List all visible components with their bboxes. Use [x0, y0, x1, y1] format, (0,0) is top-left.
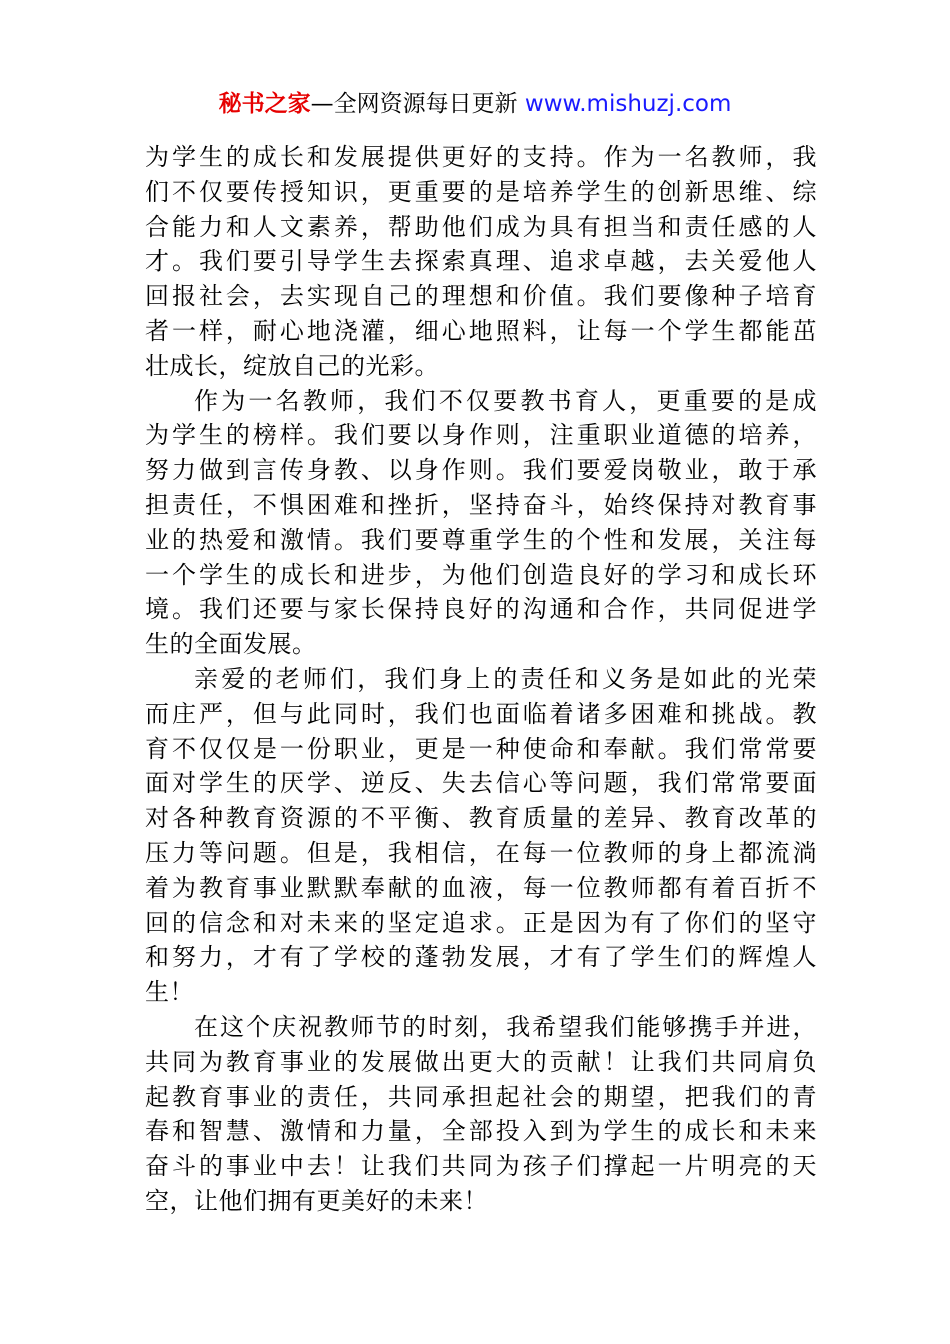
text-line: 奋斗的事业中去！让我们共同为孩子们撑起一片明亮的天: [145, 1152, 817, 1181]
document-body: [145, 140, 817, 1219]
text-line: 们不仅要传授知识，更重要的是培养学生的创新思维、综: [145, 177, 817, 206]
text-line: 空，让他们拥有更美好的未来！: [145, 1186, 488, 1215]
text-line: 担责任，不惧困难和挫折，坚持奋斗，始终保持对教育事: [145, 490, 817, 519]
text-line: 合能力和人文素养，帮助他们成为具有担当和责任感的人: [145, 212, 817, 241]
text-line: 生的全面发展。: [145, 630, 317, 659]
text-line: 和努力，才有了学校的蓬勃发展，才有了学生们的辉煌人: [145, 943, 817, 972]
text-line: 壮成长，绽放自己的光彩。: [145, 351, 439, 380]
text-line: 春和智慧、激情和力量，全部投入到为学生的成长和未来: [145, 1117, 817, 1146]
text-line: 压力等问题。但是，我相信，在每一位教师的身上都流淌: [145, 838, 817, 867]
text-line: 作为一名教师，我们不仅要教书育人，更重要的是成: [194, 386, 817, 415]
text-line: 努力做到言传身教、以身作则。我们要爱岗敬业，敢于承: [145, 456, 817, 485]
text-line: 面对学生的厌学、逆反、失去信心等问题，我们常常要面: [145, 769, 817, 798]
text-line: 着为教育事业默默奉献的血液，每一位教师都有着百折不: [145, 873, 817, 902]
text-line: 共同为教育事业的发展做出更大的贡献！让我们共同肩负: [145, 1047, 817, 1076]
text-line: 而庄严，但与此同时，我们也面临着诸多困难和挑战。教: [145, 699, 817, 728]
text-line: 生！: [145, 978, 194, 1007]
text-line: 起教育事业的责任，共同承担起社会的期望，把我们的青: [145, 1082, 817, 1111]
paragraph: [145, 140, 817, 384]
text-line: 为学生的榜样。我们要以身作则，注重职业道德的培养，: [145, 421, 817, 450]
paragraph: [145, 662, 817, 1010]
text-line: 业的热爱和激情。我们要尊重学生的个性和发展，关注每: [145, 525, 817, 554]
site-url-link[interactable]: www.mishuzj.com: [524, 91, 732, 117]
site-tagline: —全网资源每日更新: [310, 91, 525, 117]
text-line: 育不仅仅是一份职业，更是一种使命和奉献。我们常常要: [145, 734, 817, 763]
text-line: 者一样，耐心地浇灌，细心地照料，让每一个学生都能茁: [145, 316, 817, 345]
site-brand: 秘书之家: [218, 91, 311, 117]
text-line: 为学生的成长和发展提供更好的支持。作为一名教师，我: [145, 143, 817, 171]
text-line: 对各种教育资源的不平衡、教育质量的差异、教育改革的: [145, 804, 817, 833]
paragraph: [145, 1010, 817, 1219]
text-line: 在这个庆祝教师节的时刻，我希望我们能够携手并进，: [194, 1012, 817, 1041]
paragraph: [145, 384, 817, 662]
text-line: 一个学生的成长和进步，为他们创造良好的学习和成长环: [145, 560, 817, 589]
text-line: 回的信念和对未来的坚定追求。正是因为有了你们的坚守: [145, 908, 817, 937]
page-header: [0, 88, 950, 120]
text-line: 境。我们还要与家长保持良好的沟通和合作，共同促进学: [145, 595, 817, 624]
text-line: 回报社会，去实现自己的理想和价值。我们要像种子培育: [145, 282, 817, 311]
text-line: 才。我们要引导学生去探索真理、追求卓越，去关爱他人: [145, 247, 817, 276]
text-line: 亲爱的老师们，我们身上的责任和义务是如此的光荣: [194, 664, 817, 693]
